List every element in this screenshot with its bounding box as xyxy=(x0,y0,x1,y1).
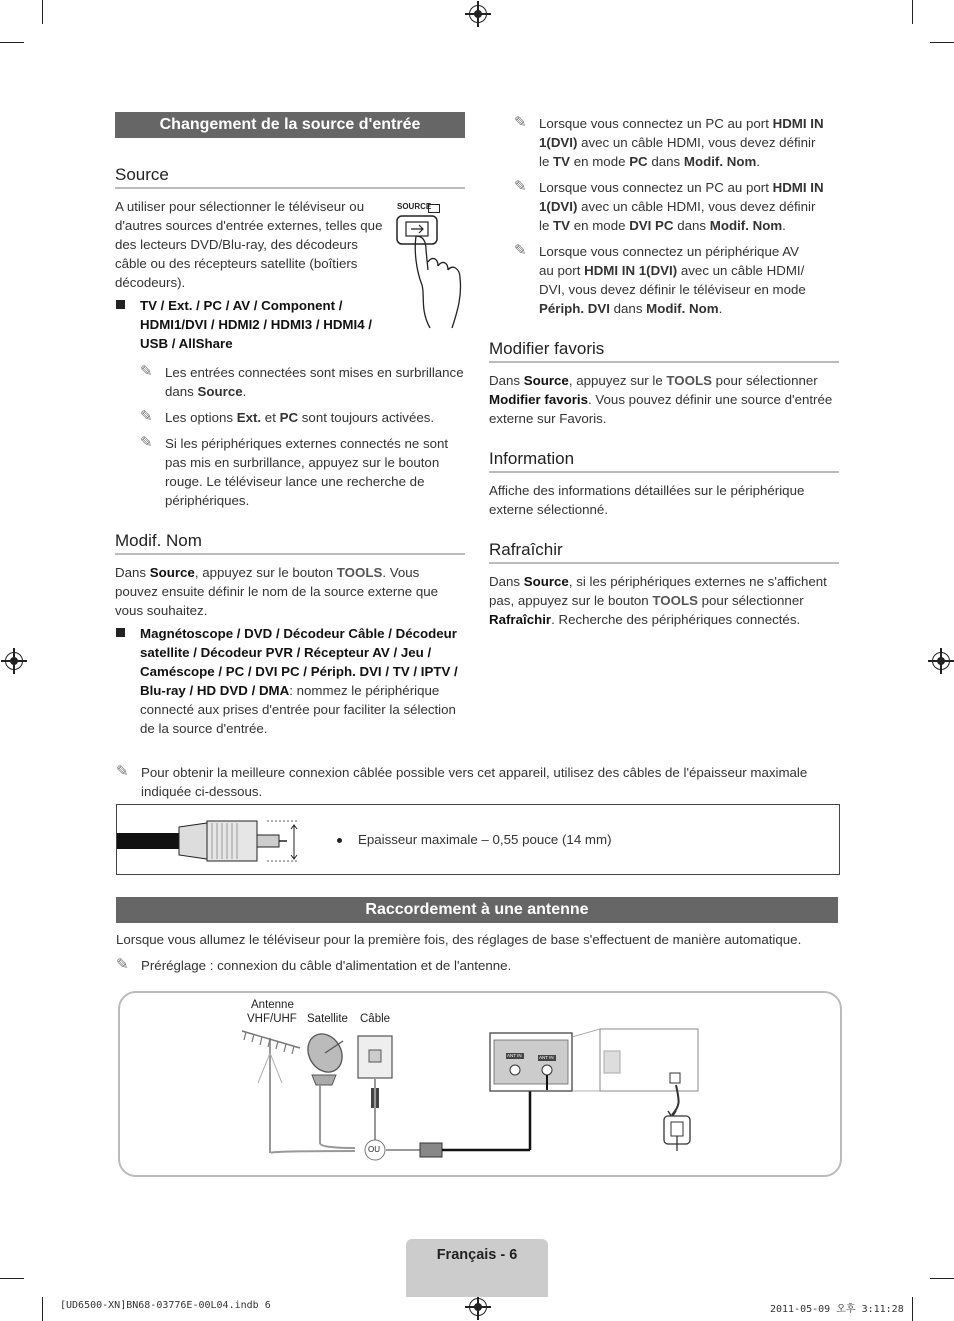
registration-mark-icon xyxy=(5,652,23,670)
source-note-3: Si les périphériques externes connectés ne sont pas mis en surbrillance, appuyez sur le bouton rouge. Le téléviseur lance une recherche de périphériques. xyxy=(165,436,449,508)
cable-thickness-box xyxy=(116,804,840,875)
section-title-bar-antenna: Raccordement à une antenne xyxy=(116,897,838,923)
footer-date: 2011-05-09 오후 3:11:28 xyxy=(770,1304,904,1315)
heading-modifier-favoris: Modifier favoris xyxy=(489,339,839,363)
note-pencil-icon: ✎ xyxy=(116,956,129,973)
crop-mark xyxy=(0,1278,24,1279)
bullet-dot xyxy=(337,838,342,843)
antenna-diagram xyxy=(118,991,842,1177)
hdmi-note-1: Lorsque vous connectez un PC au port HDMI IN 1(DVI) avec un câble HDMI, vous devez définir le TV en mode PC dans Modif. Nom. xyxy=(539,116,824,169)
label-satellite: Satellite xyxy=(307,1013,348,1025)
crop-mark xyxy=(930,1278,954,1279)
footer-file-info: [UD6500-XN]BN68-03776E-00L04.indb 6 xyxy=(60,1300,271,1311)
registration-mark-icon xyxy=(469,5,487,23)
hdmi-note-3: Lorsque vous connectez un périphérique AV au port HDMI IN 1(DVI) avec un câble HDMI/ DVI, vous devez définir le téléviseur en mode Périph. DVI dans Modif. Nom. xyxy=(539,244,806,316)
source-note-2: Les options Ext. et PC sont toujours activées. xyxy=(165,410,435,425)
heading-source: Source xyxy=(115,165,465,189)
crop-mark xyxy=(0,42,24,43)
crop-mark xyxy=(42,0,43,24)
favoris-text: Dans Source, appuyez sur le TOOLS pour sélectionner Modifier favoris. Vous pouvez définir une source d'entrée externe sur Favoris. xyxy=(489,373,833,426)
note-pencil-icon: ✎ xyxy=(140,408,153,425)
source-input-list: TV / Ext. / PC / AV / Component / HDMI1/DVI / HDMI2 / HDMI3 / HDMI4 / USB / AllShare xyxy=(140,298,372,351)
crop-mark xyxy=(930,42,954,43)
antenna-wiring-illustration xyxy=(120,993,840,1175)
registration-mark-icon xyxy=(469,1298,487,1316)
rafraichir-text: Dans Source, si les périphériques externes ne s'affichent pas, appuyez sur le bouton TOOLS pour sélectionner Rafraîchir. Recherche des périphériques connectés. xyxy=(489,574,827,627)
hdmi-note-2: Lorsque vous connectez un PC au port HDMI IN 1(DVI) avec un câble HDMI, vous devez définir le TV en mode DVI PC dans Modif. Nom. xyxy=(539,180,824,233)
source-intro: A utiliser pour sélectionner le téléviseur ou d'autres sources d'entrée externes, telles que des lecteurs DVD/Blu-ray, des décodeurs câble ou des récepteurs satellite (boîtiers décodeurs). xyxy=(115,199,383,290)
label-vhf-uhf: VHF/UHF xyxy=(247,1013,297,1025)
cable-thickness-note: Pour obtenir la meilleure connexion câblée possible vers cet appareil, utilisez des câbles de l'épaisseur maximale indiquée ci-dessous. xyxy=(141,765,808,799)
label-ou: OU xyxy=(368,1145,380,1154)
label-cable: Câble xyxy=(360,1013,391,1025)
heading-rafraichir: Rafraîchir xyxy=(489,540,839,564)
note-pencil-icon: ✎ xyxy=(140,363,153,380)
crop-mark xyxy=(42,1297,43,1321)
note-pencil-icon: ✎ xyxy=(140,434,153,451)
section-title-bar: Changement de la source d'entrée xyxy=(115,112,465,138)
note-pencil-icon: ✎ xyxy=(514,178,527,195)
crop-mark xyxy=(912,1297,913,1321)
page-number-tab xyxy=(406,1239,548,1297)
antenna-intro: Lorsque vous allumez le téléviseur pour la première fois, des réglages de base s'effectuent de manière automatique. xyxy=(116,932,802,947)
device-name-list: Magnétoscope / DVD / Décodeur Câble / Décodeur satellite / Décodeur PVR / Récepteur AV / Jeu / Caméscope / PC / DVI PC / Périph. DVI / TV / IPTV / Blu-ray / HD DVD / DMA: nommez le périphérique connecté aux prises d'entrée pour faciliter la sélection de la source d'entrée. xyxy=(140,626,458,736)
remote-hand-illustration xyxy=(392,200,467,330)
bullet-square xyxy=(116,300,125,309)
label-ant-in-1: ANT IN xyxy=(507,1053,522,1058)
modif-nom-text: Dans Source, appuyez sur le bouton TOOLS. Vous pouvez ensuite définir le nom de la source externe que vous souhaitez. xyxy=(115,565,439,618)
label-ant-in-2: ANT IN xyxy=(539,1055,554,1060)
registration-mark-icon xyxy=(932,652,950,670)
heading-information: Information xyxy=(489,449,839,473)
note-pencil-icon: ✎ xyxy=(514,242,527,259)
antenna-note: Préréglage : connexion du câble d'alimentation et de l'antenne. xyxy=(141,958,512,973)
note-pencil-icon: ✎ xyxy=(514,114,527,131)
max-thickness-text: Epaisseur maximale – 0,55 pouce (14 mm) xyxy=(358,832,612,847)
information-text: Affiche des informations détaillées sur le périphérique externe sélectionné. xyxy=(489,483,805,517)
bullet-square xyxy=(116,628,125,637)
page-number: Français - 6 xyxy=(436,1247,518,1263)
source-note-1: Les entrées connectées sont mises en surbrillance dans Source. xyxy=(165,365,464,399)
label-antenne: Antenne xyxy=(251,999,294,1011)
crop-mark xyxy=(912,0,913,24)
heading-modif-nom: Modif. Nom xyxy=(115,531,465,555)
remote-source-label: SOURCE xyxy=(397,202,432,211)
note-pencil-icon: ✎ xyxy=(116,763,129,780)
cable-connector-illustration xyxy=(117,805,317,874)
